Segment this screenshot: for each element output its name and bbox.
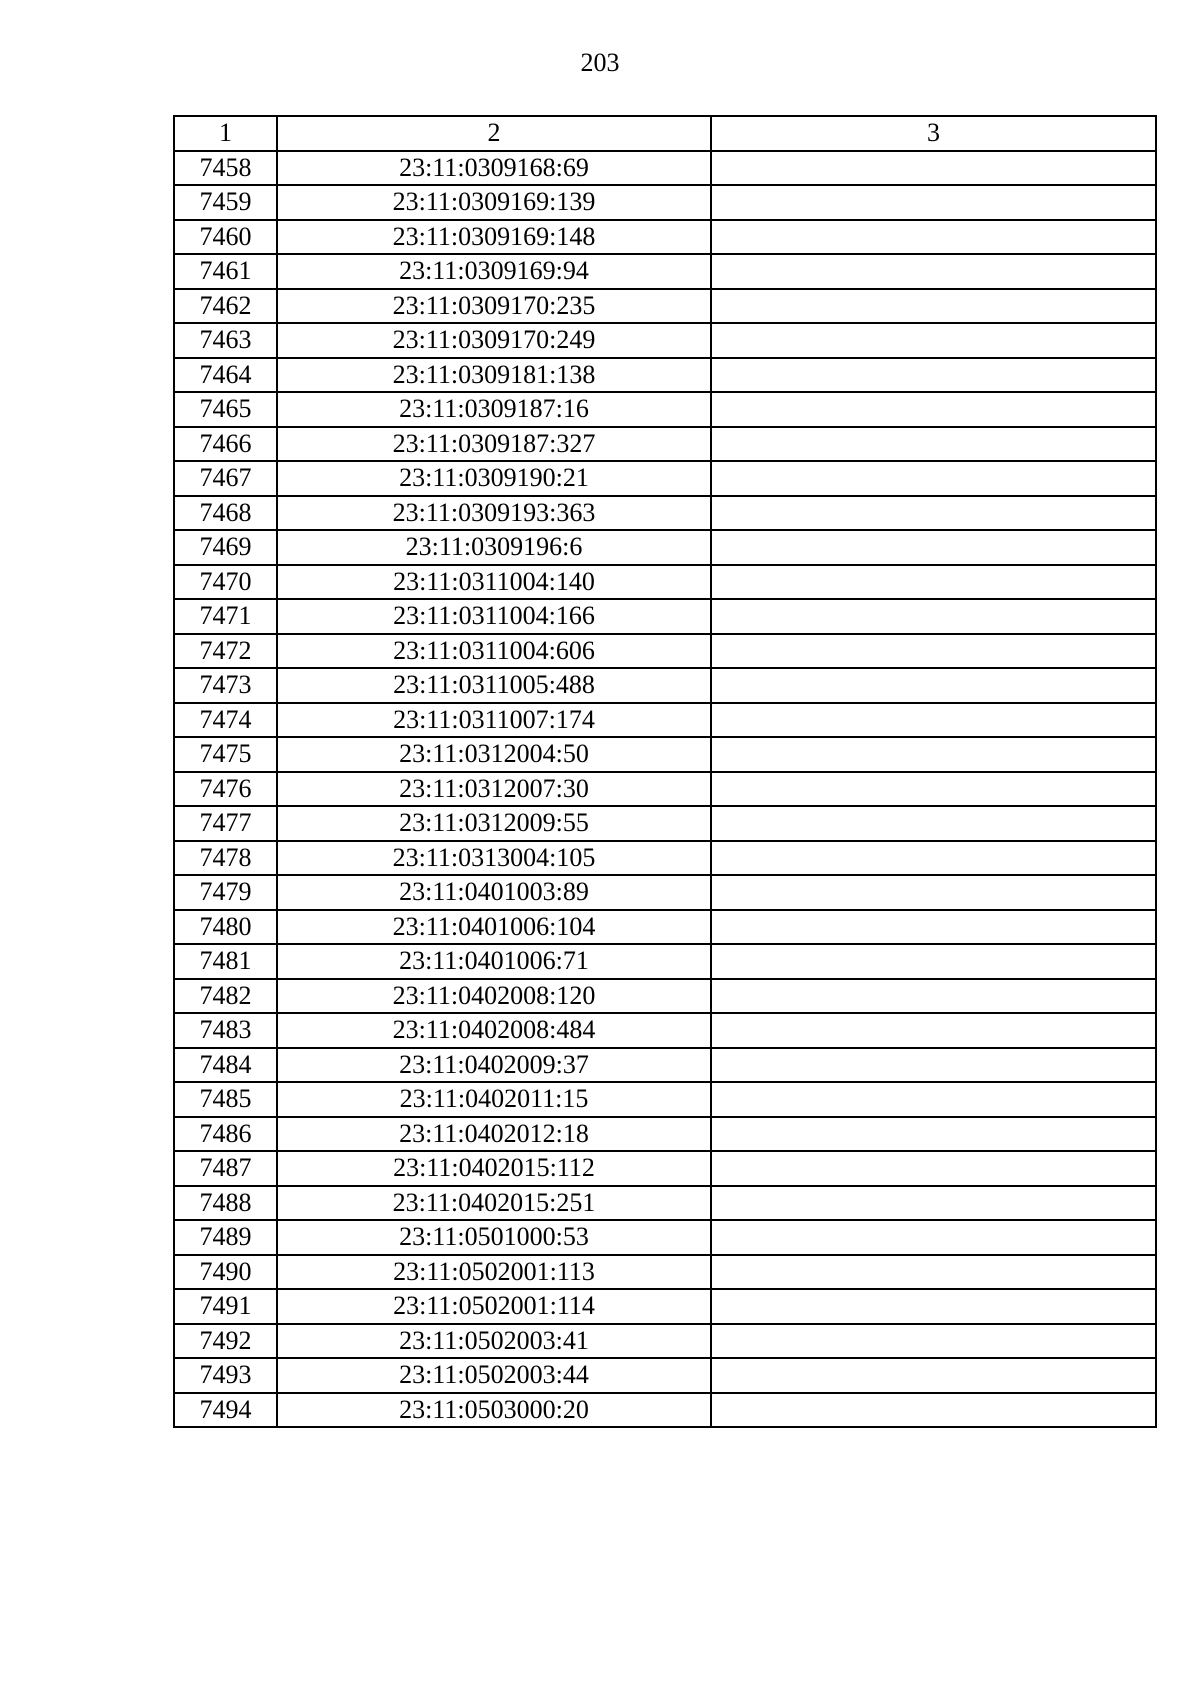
note-cell (711, 1082, 1156, 1117)
row-number-cell: 7492 (174, 1324, 277, 1359)
cadastral-number-cell: 23:11:0309181:138 (277, 358, 711, 393)
table-row (174, 1289, 1156, 1324)
table-header-row (174, 116, 1156, 151)
row-number-cell: 7493 (174, 1358, 277, 1393)
row-number-cell: 7472 (174, 634, 277, 669)
table-row (174, 1151, 1156, 1186)
note-cell (711, 1117, 1156, 1152)
row-number-cell: 7481 (174, 944, 277, 979)
note-cell (711, 1186, 1156, 1221)
row-number-cell: 7475 (174, 737, 277, 772)
table-row (174, 323, 1156, 358)
note-cell (711, 1220, 1156, 1255)
cadastral-number-cell: 23:11:0311007:174 (277, 703, 711, 738)
note-cell (711, 254, 1156, 289)
cadastral-number-cell: 23:11:0401006:71 (277, 944, 711, 979)
row-number-cell: 7486 (174, 1117, 277, 1152)
note-cell (711, 323, 1156, 358)
table-row (174, 220, 1156, 255)
table-row (174, 151, 1156, 186)
note-cell (711, 634, 1156, 669)
cadastral-number-cell: 23:11:0502003:44 (277, 1358, 711, 1393)
row-number-cell: 7464 (174, 358, 277, 393)
column-header-1: 1 (174, 116, 277, 151)
cadastral-number-cell: 23:11:0309169:148 (277, 220, 711, 255)
table-row (174, 1358, 1156, 1393)
column-header-2: 2 (277, 116, 711, 151)
row-number-cell: 7471 (174, 599, 277, 634)
row-number-cell: 7462 (174, 289, 277, 324)
cadastral-number-cell: 23:11:0312004:50 (277, 737, 711, 772)
table-row (174, 530, 1156, 565)
note-cell (711, 737, 1156, 772)
note-cell (711, 1013, 1156, 1048)
table-row (174, 185, 1156, 220)
cadastral-number-cell: 23:11:0401006:104 (277, 910, 711, 945)
cadastral-number-cell: 23:11:0309196:6 (277, 530, 711, 565)
note-cell (711, 530, 1156, 565)
cadastral-number-cell: 23:11:0502001:114 (277, 1289, 711, 1324)
cadastral-number-cell: 23:11:0502003:41 (277, 1324, 711, 1359)
row-number-cell: 7477 (174, 806, 277, 841)
note-cell (711, 358, 1156, 393)
table-row (174, 737, 1156, 772)
table-row (174, 772, 1156, 807)
row-number-cell: 7461 (174, 254, 277, 289)
table-row (174, 979, 1156, 1014)
row-number-cell: 7479 (174, 875, 277, 910)
row-number-cell: 7485 (174, 1082, 277, 1117)
row-number-cell: 7484 (174, 1048, 277, 1083)
row-number-cell: 7458 (174, 151, 277, 186)
note-cell (711, 772, 1156, 807)
table-row (174, 599, 1156, 634)
cadastral-number-cell: 23:11:0311004:606 (277, 634, 711, 669)
cadastral-number-cell: 23:11:0309169:139 (277, 185, 711, 220)
cadastral-number-cell: 23:11:0312009:55 (277, 806, 711, 841)
table-row (174, 910, 1156, 945)
note-cell (711, 875, 1156, 910)
row-number-cell: 7487 (174, 1151, 277, 1186)
row-number-cell: 7469 (174, 530, 277, 565)
row-number-cell: 7460 (174, 220, 277, 255)
table-row (174, 289, 1156, 324)
table-row (174, 461, 1156, 496)
table-row (174, 806, 1156, 841)
note-cell (711, 151, 1156, 186)
table-body (174, 151, 1156, 1428)
column-header-3: 3 (711, 116, 1156, 151)
cadastral-number-cell: 23:11:0402012:18 (277, 1117, 711, 1152)
cadastral-number-cell: 23:11:0402008:120 (277, 979, 711, 1014)
cadastral-number-cell: 23:11:0309190:21 (277, 461, 711, 496)
cadastral-number-cell: 23:11:0311005:488 (277, 668, 711, 703)
note-cell (711, 220, 1156, 255)
note-cell (711, 599, 1156, 634)
table-row (174, 427, 1156, 462)
table-row (174, 358, 1156, 393)
cadastral-number-cell: 23:11:0309187:16 (277, 392, 711, 427)
table-row (174, 1186, 1156, 1221)
cadastral-number-cell: 23:11:0309170:235 (277, 289, 711, 324)
cadastral-number-cell: 23:11:0312007:30 (277, 772, 711, 807)
row-number-cell: 7491 (174, 1289, 277, 1324)
table-row (174, 1117, 1156, 1152)
cadastral-number-cell: 23:11:0311004:140 (277, 565, 711, 600)
note-cell (711, 806, 1156, 841)
cadastral-number-cell: 23:11:0503000:20 (277, 1393, 711, 1428)
note-cell (711, 841, 1156, 876)
note-cell (711, 496, 1156, 531)
table-row (174, 1220, 1156, 1255)
data-table (173, 115, 1157, 1428)
note-cell (711, 1324, 1156, 1359)
row-number-cell: 7468 (174, 496, 277, 531)
cadastral-number-cell: 23:11:0402008:484 (277, 1013, 711, 1048)
cadastral-number-cell: 23:11:0309187:327 (277, 427, 711, 462)
row-number-cell: 7465 (174, 392, 277, 427)
row-number-cell: 7489 (174, 1220, 277, 1255)
table-row (174, 668, 1156, 703)
row-number-cell: 7483 (174, 1013, 277, 1048)
cadastral-number-cell: 23:11:0309168:69 (277, 151, 711, 186)
table-row (174, 703, 1156, 738)
row-number-cell: 7474 (174, 703, 277, 738)
note-cell (711, 185, 1156, 220)
row-number-cell: 7488 (174, 1186, 277, 1221)
note-cell (711, 1151, 1156, 1186)
table-row (174, 1255, 1156, 1290)
table-header (174, 116, 1156, 151)
table-row (174, 254, 1156, 289)
row-number-cell: 7466 (174, 427, 277, 462)
cadastral-number-cell: 23:11:0402015:112 (277, 1151, 711, 1186)
table-row (174, 565, 1156, 600)
cadastral-number-cell: 23:11:0309193:363 (277, 496, 711, 531)
row-number-cell: 7482 (174, 979, 277, 1014)
row-number-cell: 7490 (174, 1255, 277, 1290)
note-cell (711, 703, 1156, 738)
note-cell (711, 1358, 1156, 1393)
row-number-cell: 7476 (174, 772, 277, 807)
note-cell (711, 979, 1156, 1014)
table-row (174, 1393, 1156, 1428)
cadastral-number-cell: 23:11:0501000:53 (277, 1220, 711, 1255)
cadastral-number-cell: 23:11:0309169:94 (277, 254, 711, 289)
note-cell (711, 427, 1156, 462)
note-cell (711, 1255, 1156, 1290)
row-number-cell: 7467 (174, 461, 277, 496)
row-number-cell: 7478 (174, 841, 277, 876)
note-cell (711, 1048, 1156, 1083)
table-row (174, 944, 1156, 979)
note-cell (711, 461, 1156, 496)
cadastral-number-cell: 23:11:0402009:37 (277, 1048, 711, 1083)
cadastral-number-cell: 23:11:0502001:113 (277, 1255, 711, 1290)
cadastral-number-cell: 23:11:0309170:249 (277, 323, 711, 358)
note-cell (711, 565, 1156, 600)
table-row (174, 1048, 1156, 1083)
note-cell (711, 668, 1156, 703)
table-row (174, 634, 1156, 669)
table-row (174, 875, 1156, 910)
table-row (174, 1324, 1156, 1359)
row-number-cell: 7494 (174, 1393, 277, 1428)
table-row (174, 392, 1156, 427)
row-number-cell: 7473 (174, 668, 277, 703)
note-cell (711, 1393, 1156, 1428)
row-number-cell: 7480 (174, 910, 277, 945)
table-row (174, 1082, 1156, 1117)
table-row (174, 841, 1156, 876)
cadastral-number-cell: 23:11:0311004:166 (277, 599, 711, 634)
note-cell (711, 1289, 1156, 1324)
row-number-cell: 7463 (174, 323, 277, 358)
page-number: 203 (580, 48, 620, 77)
note-cell (711, 944, 1156, 979)
cadastral-number-cell: 23:11:0402015:251 (277, 1186, 711, 1221)
cadastral-number-cell: 23:11:0402011:15 (277, 1082, 711, 1117)
cadastral-number-cell: 23:11:0313004:105 (277, 841, 711, 876)
table-row (174, 496, 1156, 531)
table-row (174, 1013, 1156, 1048)
cadastral-number-cell: 23:11:0401003:89 (277, 875, 711, 910)
row-number-cell: 7470 (174, 565, 277, 600)
row-number-cell: 7459 (174, 185, 277, 220)
note-cell (711, 289, 1156, 324)
note-cell (711, 392, 1156, 427)
note-cell (711, 910, 1156, 945)
